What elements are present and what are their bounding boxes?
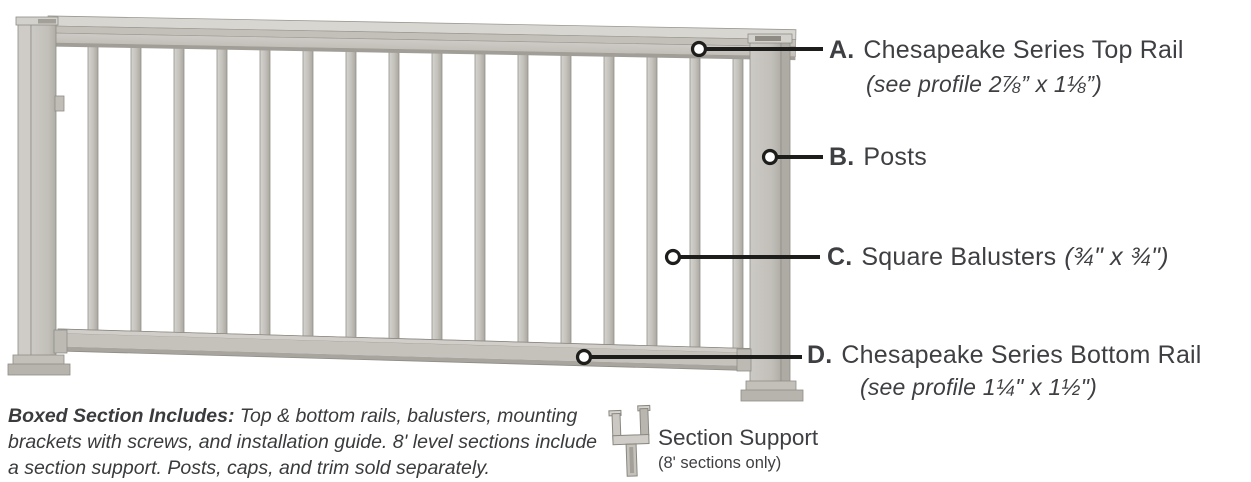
baluster — [303, 47, 313, 343]
baluster — [518, 51, 528, 350]
section-support-note: (8' sections only) — [658, 454, 782, 472]
baluster — [475, 50, 485, 348]
callout-dot-a — [693, 43, 706, 56]
baluster — [346, 47, 356, 344]
callout-dot-d — [578, 351, 591, 364]
right-post-front-face — [750, 40, 781, 384]
right-post-top-opening — [755, 36, 781, 41]
baluster — [690, 54, 700, 355]
callout-c-label: Square Balusters — [861, 243, 1057, 271]
left-post — [8, 17, 70, 375]
baluster — [389, 48, 399, 345]
right-post-side-face — [781, 40, 790, 384]
footnote-body: Top & bottom rails, balusters, mounting brackets with screws, and installation guide. 8' level sections include a section support. Posts, caps, and trim sold separately. — [8, 405, 598, 479]
baluster — [432, 49, 442, 347]
section-support-label: Section Support — [658, 425, 819, 450]
left-post-top-opening — [38, 19, 56, 24]
top-rail — [48, 16, 796, 60]
left-post-base-step — [13, 355, 64, 365]
baluster — [733, 55, 743, 356]
baluster — [604, 52, 614, 352]
callout-a-label: Chesapeake Series Top Rail — [863, 36, 1184, 64]
baluster — [561, 51, 571, 350]
callout-d-letter: D. — [807, 341, 833, 369]
callout-b — [829, 143, 927, 172]
right-post-bottom-bracket — [737, 349, 751, 371]
callout-a-letter: A. — [829, 36, 855, 64]
callout-d-sublabel: (see profile 1¼" x 1½") — [860, 374, 1097, 400]
baluster — [647, 53, 657, 353]
left-post-bottom-bracket — [54, 330, 67, 353]
callout-dot-b — [764, 151, 777, 164]
left-post-base-plate — [8, 364, 70, 375]
left-post-front-face — [31, 23, 56, 360]
callout-b-letter: B. — [829, 143, 855, 171]
right-post-base-step — [746, 381, 796, 391]
section-support-saddle — [613, 434, 649, 444]
callout-c-letter: C. — [827, 243, 853, 271]
right-post — [737, 34, 803, 401]
callout-d-label: Chesapeake Series Bottom Rail — [841, 341, 1202, 369]
callout-c-size-note: (¾" x ¾") — [1064, 243, 1169, 271]
left-post-side-face — [18, 22, 31, 360]
boxed-section-footnote — [8, 403, 600, 481]
baluster — [174, 44, 184, 339]
callout-c — [827, 243, 1169, 272]
balusters-group — [88, 43, 743, 356]
left-post-rail-bracket — [55, 96, 64, 111]
section-support-icon — [609, 405, 652, 476]
baluster — [88, 43, 98, 337]
section-support-arm-right — [640, 408, 649, 435]
baluster — [217, 45, 227, 341]
callout-a — [829, 36, 1184, 65]
baluster — [260, 46, 270, 342]
callout-d — [807, 341, 1202, 370]
right-post-base-plate — [741, 390, 803, 401]
callout-b-label: Posts — [863, 143, 927, 171]
footnote-lead: Boxed Section Includes: — [8, 405, 235, 427]
callout-a-sublabel: (see profile 2⅞” x 1⅛”) — [866, 71, 1102, 97]
baluster — [131, 44, 141, 339]
callout-dot-c — [667, 251, 680, 264]
